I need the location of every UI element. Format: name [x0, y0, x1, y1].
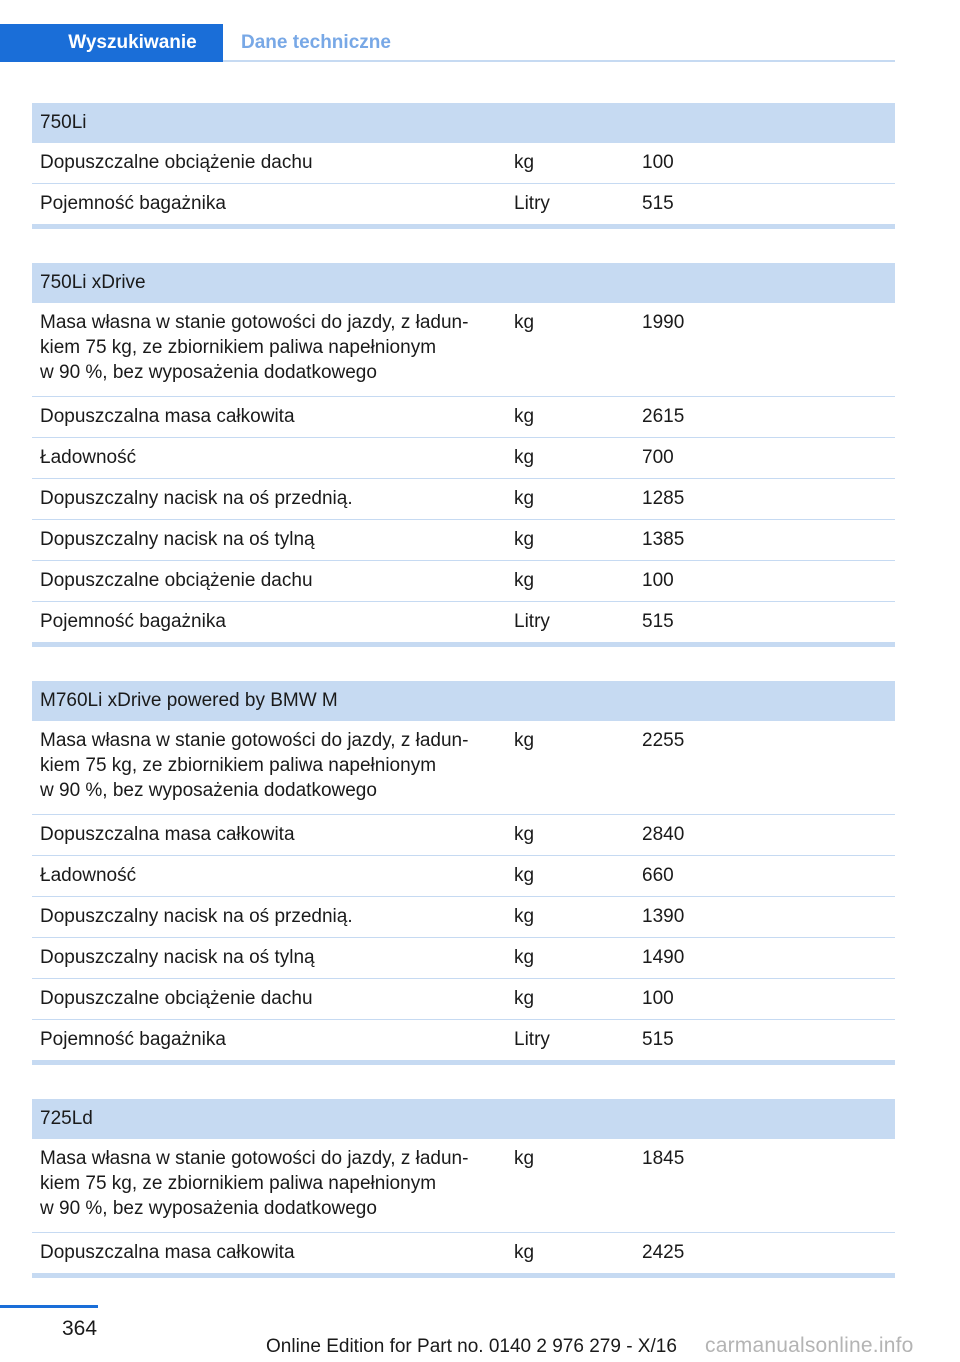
row-value: 100 — [642, 152, 674, 173]
row-label: Dopuszczalna masa całkowita — [40, 1242, 295, 1263]
row-label: Masa własna w stanie gotowości do jazdy, z ładun- kiem 75 kg, ze zbiornikiem paliwa napełnionym w 90 %, bez wyposażenia dodatkowego — [40, 730, 469, 801]
row-label: Dopuszczalny nacisk na oś przednią. — [40, 488, 353, 509]
spec-table — [32, 263, 895, 647]
row-label: Ładowność — [40, 865, 137, 886]
row-label: Dopuszczalne obciążenie dachu — [40, 152, 313, 173]
row-unit: kg — [514, 312, 535, 333]
table-row — [32, 143, 895, 183]
row-unit: kg — [514, 1242, 535, 1263]
table-row — [32, 183, 895, 224]
row-value: 100 — [642, 570, 674, 591]
row-value: 100 — [642, 988, 674, 1009]
row-unit: kg — [514, 1148, 535, 1169]
row-unit: kg — [514, 447, 535, 468]
row-label: Dopuszczalny nacisk na oś tylną — [40, 947, 315, 968]
table-row — [32, 303, 895, 396]
row-unit: kg — [514, 406, 535, 427]
row-value: 1385 — [642, 529, 685, 550]
edition-note: Online Edition for Part no. 0140 2 976 279 - X/16 — [266, 1336, 677, 1357]
row-value: 1990 — [642, 312, 685, 333]
spec-table — [32, 1099, 895, 1278]
table-row — [32, 896, 895, 937]
tab-technical-data[interactable]: Dane techniczne — [241, 32, 391, 53]
row-label: Dopuszczalny nacisk na oś przednią. — [40, 906, 353, 927]
row-unit: Litry — [514, 193, 550, 214]
row-value: 2840 — [642, 824, 685, 845]
page-number-rule — [0, 1305, 98, 1308]
row-label: Dopuszczalne obciążenie dachu — [40, 570, 313, 591]
row-unit: kg — [514, 947, 535, 968]
table-row — [32, 1139, 895, 1232]
row-value: 2425 — [642, 1242, 685, 1263]
row-value: 2255 — [642, 730, 685, 751]
table-title: 750Li — [32, 103, 895, 143]
row-value: 1390 — [642, 906, 685, 927]
spec-table — [32, 681, 895, 1065]
row-label: Pojemność bagażnika — [40, 1029, 226, 1050]
page-number: 364 — [62, 1317, 98, 1340]
row-unit: kg — [514, 988, 535, 1009]
row-unit: Litry — [514, 611, 550, 632]
row-value: 515 — [642, 611, 674, 632]
spec-table — [32, 103, 895, 229]
row-label: Ładowność — [40, 447, 137, 468]
table-row — [32, 1232, 895, 1273]
row-label: Dopuszczalny nacisk na oś tylną — [40, 529, 315, 550]
row-label: Pojemność bagażnika — [40, 611, 226, 632]
row-unit: kg — [514, 570, 535, 591]
table-row — [32, 437, 895, 478]
table-row — [32, 601, 895, 642]
watermark: carmanualsonline.info — [705, 1334, 914, 1357]
row-value: 515 — [642, 1029, 674, 1050]
table-title: 725Ld — [32, 1099, 895, 1139]
row-label: Dopuszczalna masa całkowita — [40, 824, 295, 845]
row-unit: kg — [514, 730, 535, 751]
row-unit: kg — [514, 529, 535, 550]
table-row — [32, 560, 895, 601]
row-value: 700 — [642, 447, 674, 468]
table-row — [32, 721, 895, 814]
table-title: M760Li xDrive powered by BMW M — [32, 681, 895, 721]
table-row — [32, 396, 895, 437]
table-title: 750Li xDrive — [32, 263, 895, 303]
table-row — [32, 937, 895, 978]
row-value: 660 — [642, 865, 674, 886]
table-row — [32, 978, 895, 1019]
row-unit: Litry — [514, 1029, 550, 1050]
row-unit: kg — [514, 865, 535, 886]
row-unit: kg — [514, 488, 535, 509]
tab-search[interactable]: Wyszukiwanie — [0, 24, 223, 62]
row-label: Masa własna w stanie gotowości do jazdy, z ładun- kiem 75 kg, ze zbiornikiem paliwa napełnionym w 90 %, bez wyposażenia dodatkowego — [40, 312, 469, 383]
row-unit: kg — [514, 824, 535, 845]
page-header — [0, 24, 895, 62]
table-row — [32, 478, 895, 519]
row-label: Pojemność bagażnika — [40, 193, 226, 214]
table-row — [32, 1019, 895, 1060]
row-unit: kg — [514, 906, 535, 927]
row-value: 1285 — [642, 488, 685, 509]
row-value: 1490 — [642, 947, 685, 968]
header-rule — [223, 60, 895, 62]
table-row — [32, 814, 895, 855]
row-label: Masa własna w stanie gotowości do jazdy, z ładun- kiem 75 kg, ze zbiornikiem paliwa napełnionym w 90 %, bez wyposażenia dodatkowego — [40, 1148, 469, 1219]
row-value: 2615 — [642, 406, 685, 427]
row-label: Dopuszczalne obciążenie dachu — [40, 988, 313, 1009]
row-value: 515 — [642, 193, 674, 214]
row-label: Dopuszczalna masa całkowita — [40, 406, 295, 427]
row-unit: kg — [514, 152, 535, 173]
table-row — [32, 519, 895, 560]
table-row — [32, 855, 895, 896]
spec-tables — [32, 103, 895, 1312]
row-value: 1845 — [642, 1148, 685, 1169]
